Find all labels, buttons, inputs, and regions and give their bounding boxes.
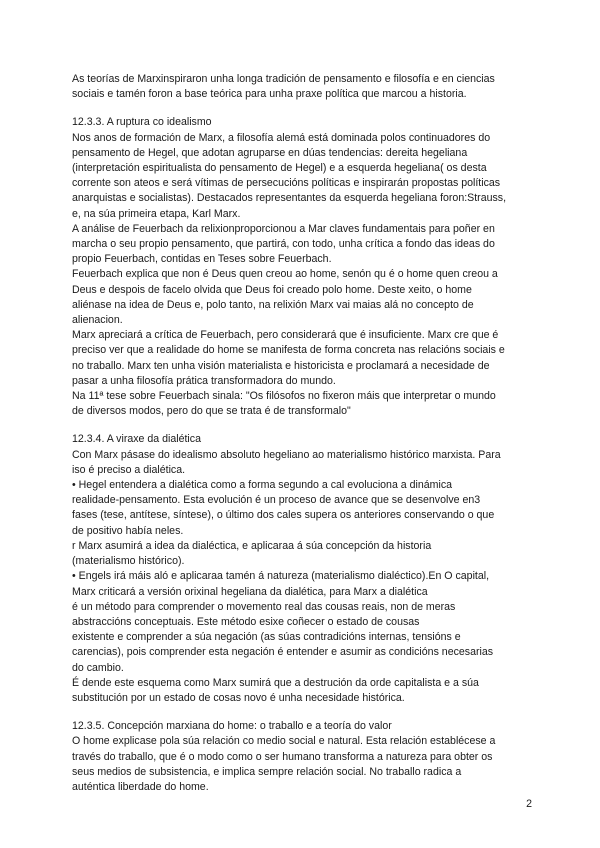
paragraph: • Hegel entendera a dialética como a forma segundo a cal evoluciona a dinámica realidade-pensamento. Esta evolución é un proceso de avance que se desenvolve en3 fases (tese, antítese, síntese), o último dos cales supera os anteriores conservando o que de positivo había neles. (72, 479, 495, 537)
page-content (72, 72, 534, 795)
paragraph: Na 11ª tese sobre Feuerbach sinala: "Os filósofos no fixeron máis que interpretar o mundo de diversos modos, pero do que se trata é de transformalo" (72, 390, 496, 418)
paragraph: Nos anos de formación de Marx, a filosofía alemá está dominada polos continuadores do pensamento de Hegel, que adotan agruparse en dúas tendencias: dereita hegeliana (interpretación espiritualista do pensamento de Hegel) e a esquerda hegeliana( os desta corrente son ateos e será vítimas de persecucións políticas e inspirarán propostas políticas anarquistas e socialistas). Destacados representantes da esquerda hegeliana foron:Strauss, e, na súa primeira etapa, Karl Marx. (72, 131, 507, 220)
section-gap (72, 706, 534, 719)
paragraph: • Engels irá máis aló e aplicaraa tamén á natureza (materialismo dialéctico).En O capital, Marx criticará a versión orixinal hegeliana da dialética, para Marx a dialética é un método para comprender o movemento real das cousas reais, non de meras abstraccións conceptuais. Este método esixe coñecer o estado de cousas existente e comprender a súa negación (as súas contradicións internas, tensións e carencias), pois comprender esta negación é entender e asumir as condicións necesarias do cambio. (72, 570, 494, 674)
section-gap (72, 102, 534, 115)
section-gap (72, 419, 534, 432)
paragraph: É dende este esquema como Marx sumirá que a destrución da orde capitalista e a súa substitución por un estado de cosas novo é unha necesidade histórica. (72, 676, 479, 704)
paragraph: Con Marx pásase do idealismo absoluto hegeliano ao materialismo histórico marxista. Para iso é preciso a dialética. (72, 448, 501, 476)
section-title-dialetica: 12.3.4. A viraxe da dialética (72, 433, 201, 446)
section-title-concepcion: 12.3.5. Concepción marxiana do home: o traballo e a teoría do valor (72, 720, 392, 733)
paragraph: Feuerbach explica que non é Deus quen creou ao home, senón qu é o home quen creou a Deus e despois de facelo olvida que Deus foi creado polo home. Deste xeito, o home aliénase na idea de Deus e, polo tanto, na relixión Marx vai maias alá no concepto de alienacion. (72, 268, 498, 327)
paragraph: O home explicase pola súa relación co medio social e natural. Esta relación establécese a través do traballo, que é o modo como o ser humano transforma a natureza para obter os seus medios de subsistencia, e implica sempre relación social. No traballo radica a auténtica liberdade do home. (72, 735, 496, 793)
paragraph: A análise de Feuerbach da relixionproporcionou a Mar claves fundamentais para poñer en marcha o seu propio pensamento, que partirá, con todo, unha crítica a fondo das ideas do propio Feuerbach, contidas en Teses sobre Feuerbach. (72, 222, 495, 266)
intro-paragraph: As teorías de Marxinspiraron unha longa tradición de pensamento e filosofía e en ciencias sociais e tamén foron a base teórica para unha praxe política que marcou a historia. (72, 73, 495, 101)
section-title-ruptura: 12.3.3. A ruptura co idealismo (72, 116, 212, 129)
paragraph: Marx apreciará a crítica de Feuerbach, pero considerará que é insuficiente. Marx cre que é preciso ver que a realidade do home se manifesta de forma concreta nas relacións sociais e no traballo. Marx ten unha visión materialista e historicista e proclamará a necesidade de pasar a unha filosofía prática transformadora do mundo. (72, 329, 505, 387)
paragraph: r Marx asumirá a idea da dialéctica, e aplicaraa á súa concepción da historia (materialismo histórico). (72, 539, 432, 568)
page-number: 2 (526, 798, 532, 810)
